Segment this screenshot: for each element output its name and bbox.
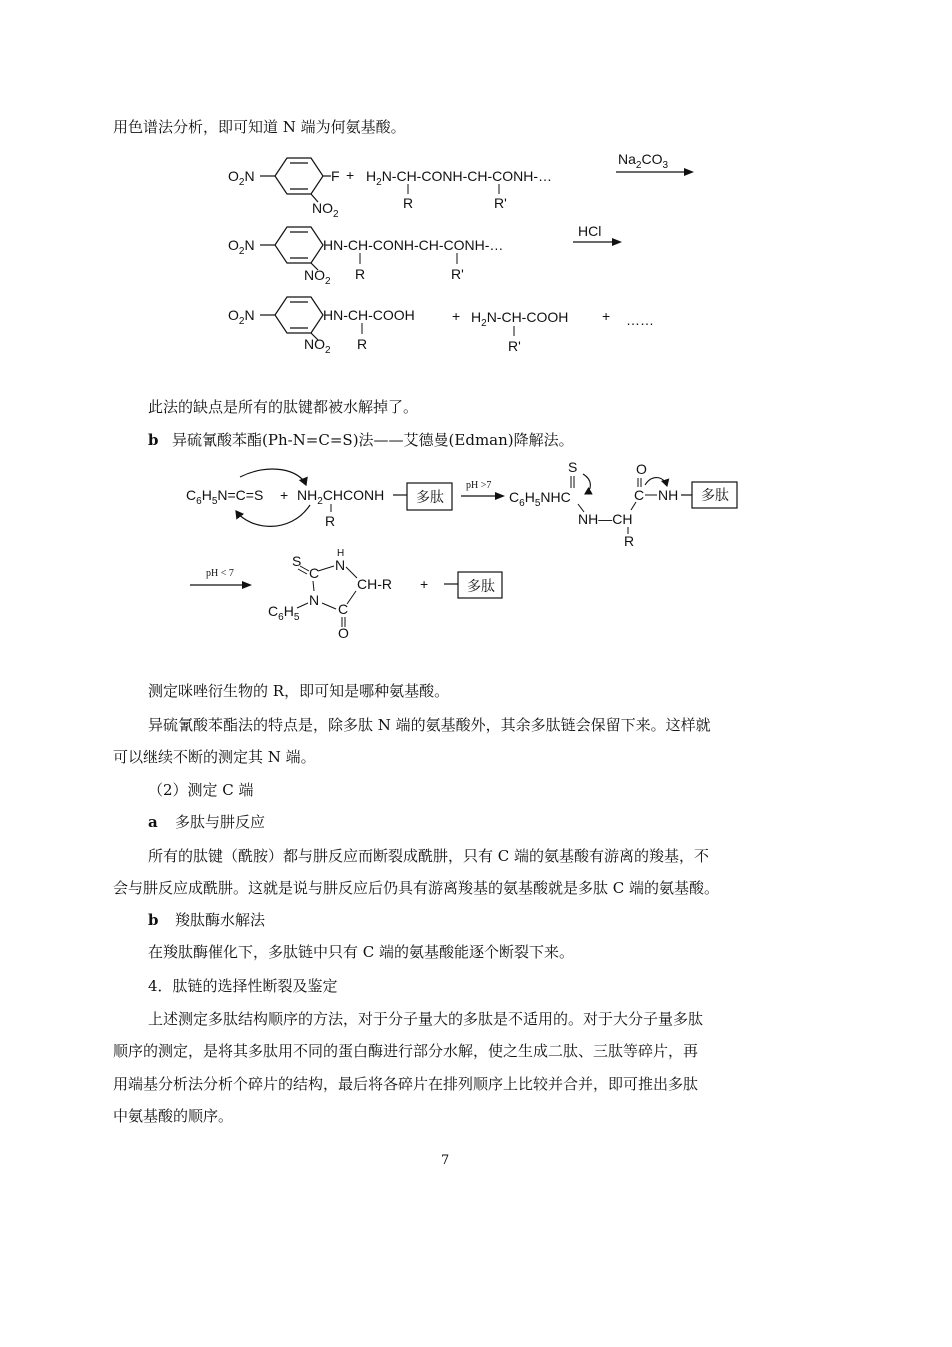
o-label: O (338, 625, 349, 641)
paragraph: 所有的肽键（酰胺）都与肼反应而断裂成酰肼，只有 C 端的氨基酸有游离的羧基，不 (148, 847, 710, 865)
paragraph: 在羧肽酶催化下，多肽链中只有 C 端的氨基酸能逐个断裂下来。 (148, 943, 575, 961)
h-label: H (337, 548, 345, 559)
no2-label: $NO_2$ (304, 336, 331, 356)
paragraph: 异硫氰酸苯酯(Ph-N=C=S)法——艾德曼(Edman)降解法。 (172, 431, 574, 449)
f-label: F (331, 168, 340, 184)
section-heading: 4．肽链的选择性断裂及鉴定 (148, 977, 338, 995)
phenyl-label: $C_6H_5$ (268, 603, 300, 623)
peptide-chain: HN-CH-CONH-CH-CONH-… (323, 237, 504, 253)
list-marker: b (148, 431, 159, 449)
s-label: S (568, 459, 578, 475)
rprime-label: R' (451, 266, 464, 282)
peptide-chain: $H_2N-CH-CONH-CH-CONH-\dots$ (366, 168, 552, 188)
plus: + (452, 308, 461, 324)
c-label: C (338, 601, 349, 617)
paragraph: 上述测定多肽结构顺序的方法，对于分子量大的多肽是不适用的。对于大分子量多肽 (148, 1010, 704, 1028)
ph-condition: pH < 7 (206, 568, 234, 579)
plus: + (280, 487, 289, 503)
o2n-label: $O_2N$ (228, 307, 255, 327)
paragraph: 异硫氰酸苯酯法的特点是，除多肽 N 端的氨基酸外，其余多肽链会保留下来。这样就 (148, 716, 711, 734)
amino-acid: $H_2N-CH$-COOH (471, 309, 569, 329)
hcl-label: HCl (578, 223, 602, 239)
list-marker: b (148, 911, 159, 929)
no2-label: $NO_2$ (312, 200, 339, 220)
product-chain: HN-CH-COOH (323, 307, 415, 323)
ph-condition: pH >7 (466, 480, 492, 491)
subheading: 多肽与肼反应 (175, 813, 266, 831)
r-label: R (325, 513, 336, 529)
s-label: S (292, 553, 302, 569)
paragraph: 中氨基酸的顺序。 (113, 1107, 234, 1125)
no2-label: $NO_2$ (304, 267, 331, 287)
n-label: N (335, 557, 346, 573)
peptide-nterm: $NH_2CHCONH$ (297, 487, 385, 507)
plus: + (346, 167, 355, 183)
o-label: O (636, 461, 647, 477)
page-number: 7 (441, 1153, 450, 1168)
r-label: R (355, 266, 366, 282)
plus: + (602, 308, 611, 324)
nh-ch: NH—CH (578, 511, 633, 527)
r-label: R (624, 533, 635, 549)
subheading: 羧肽酶水解法 (175, 911, 266, 929)
paragraph: 顺序的测定，是将其多肽用不同的蛋白酶进行部分水解，使之生成二肽、三肽等碎片，再 (113, 1042, 699, 1060)
curved-arrow (240, 469, 306, 485)
rprime-label: R' (494, 195, 507, 211)
paragraph: 可以继续不断的测定其 N 端。 (113, 748, 316, 766)
paragraph: 此法的缺点是所有的肽键都被水解掉了。 (148, 398, 419, 416)
thiourea-product: $C_6H_5NHC$ (509, 489, 571, 509)
n-label: N (309, 592, 320, 608)
peptide-label: 多肽 (701, 489, 729, 504)
list-marker: a (148, 813, 158, 831)
na2co3-label: $Na_2CO_3$ (618, 151, 669, 171)
section-heading: （2）测定 C 端 (148, 781, 254, 799)
rprime-label: R' (508, 338, 521, 354)
paragraph: 会与肼反应成酰肼。这就是说与肼反应后仍具有游离羧基的氨基酸就是多肽 C 端的氨基酸。 (113, 879, 720, 897)
c-label: C (309, 565, 320, 581)
paragraph: 用色谱法分析，即可知道 N 端为何氨基酸。 (113, 118, 406, 136)
nh-label: NH (658, 487, 679, 503)
plus: + (420, 576, 429, 592)
o2n-label: $O_2N$ (228, 237, 255, 257)
r-label: R (403, 195, 414, 211)
ch-r-label: CH-R (357, 576, 392, 592)
peptide-label: 多肽 (416, 491, 444, 506)
r-label: R (357, 336, 368, 352)
paragraph: 用端基分析法分析个碎片的结构，最后将各碎片在排列顺序上比较并合并，即可推出多肽 (113, 1075, 699, 1093)
o2n-label: $O_2N$ (228, 168, 255, 188)
phenyl-isothiocyanate: $C_6H_5N=C=S$ (186, 487, 264, 507)
peptide-label: 多肽 (467, 580, 495, 595)
paragraph: 测定咪唑衍生物的 R，即可知是哪种氨基酸。 (148, 682, 450, 700)
ellipsis: …… (626, 312, 654, 328)
c-label: C (634, 487, 645, 503)
curved-arrow (236, 505, 310, 526)
